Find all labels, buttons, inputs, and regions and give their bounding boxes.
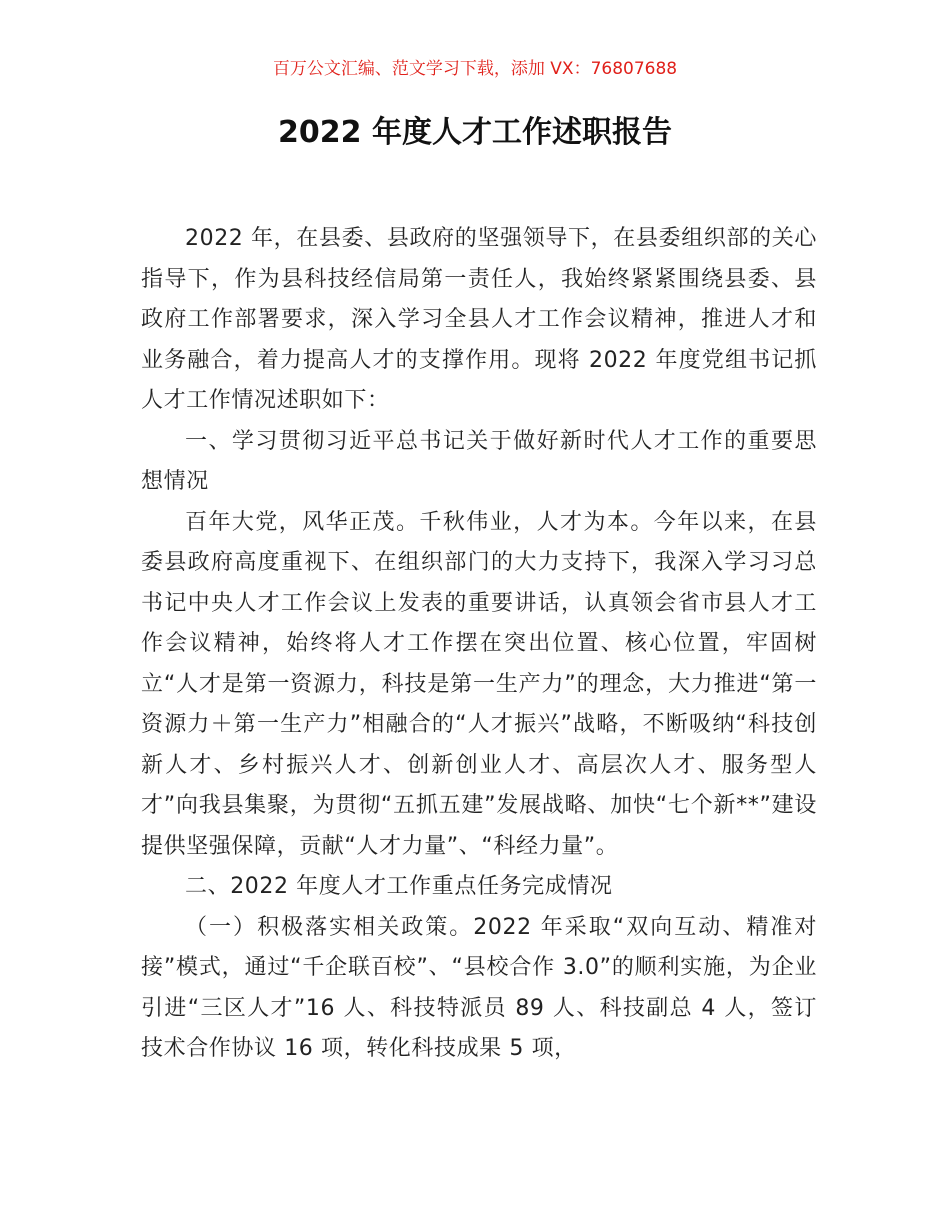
document-title: 2022 年度人才工作述职报告 bbox=[278, 115, 672, 150]
header-watermark-note: 百万公文汇编、范文学习下载，添加 VX：76807688 bbox=[272, 59, 678, 79]
paragraph-intro: 2022 年，在县委、县政府的坚强领导下，在县委组织部的关心指导下，作为县科技经信局第一责任人，我始终紧紧围绕县委、县政府工作部署要求，深入学习全县人才工作会议精神，推进人才和业务融合，着力提高人才的支撑作用。现将 2022 年度党组书记抓人才工作情况述职如下： bbox=[141, 226, 817, 413]
paragraph-section-1: 百年大党，风华正茂。千秋伟业，人才为本。今年以来，在县委县政府高度重视下、在组织部门的大力支持下，我深入学习习总书记中央人才工作会议上发表的重要讲话，认真领会省市县人才工作会议精神，始终将人才工作摆在突出位置、核心位置，牢固树立“人才是第一资源力，科技是第一生产力”的理念，大力推进“第一资源力＋第一生产力”相融合的“人才振兴”战略，不断吸纳“科技创新人才、乡村振兴人才、创新创业人才、高层次人才、服务型人才”向我县集聚，为贯彻“五抓五建”发展战略、加快“七个新**”建设提供坚强保障，贡献“人才力量”、“科经力量”。 bbox=[141, 509, 817, 859]
document-body bbox=[141, 219, 817, 1070]
section-heading-2: 二、2022 年度人才工作重点任务完成情况 bbox=[185, 874, 613, 899]
section-heading-1: 一、学习贯彻习近平总书记关于做好新时代人才工作的重要思想情况 bbox=[141, 428, 817, 494]
paragraph-section-2-item-1: （一）积极落实相关政策。2022 年采取“双向互动、精准对接”模式，通过“千企联百校”、“县校合作 3.0”的顺利实施，为企业引进“三区人才”16 人、科技特派员 89 人、科技副总 4 人，签订技术合作协议 16 项，转化科技成果 5 项， bbox=[141, 914, 817, 1061]
